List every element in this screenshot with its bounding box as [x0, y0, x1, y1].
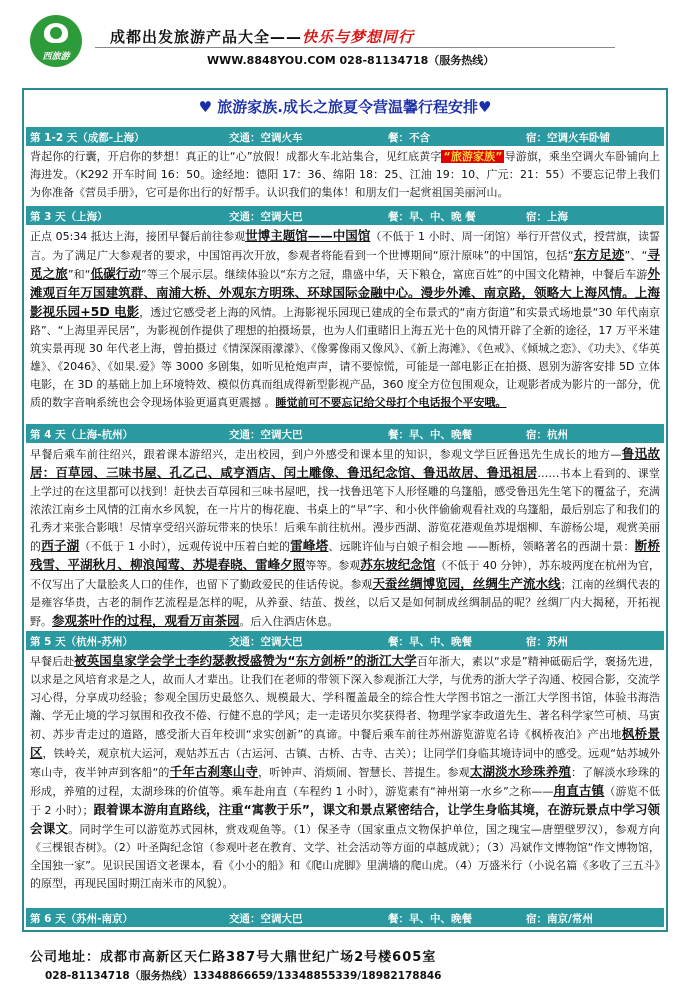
attraction-name: 世博主题馆——中国馆: [245, 228, 371, 243]
day-label: 第 4 天（上海-杭州）: [30, 429, 133, 441]
stay-label: 宿：苏州: [526, 636, 568, 648]
attraction-name: 东方足迹: [573, 247, 625, 262]
day-4-description: [30, 445, 660, 631]
day-1-description: [30, 148, 660, 202]
day-label: 第 1-2 天（成都-上海）: [30, 132, 145, 144]
day-label: 第 5 天（杭州-苏州）: [30, 636, 133, 648]
day-header-1: [26, 127, 664, 146]
company-address: 公司地址：成都市高新区天仁路387号大鼎世纪广场2号楼605室: [30, 950, 437, 965]
text-segment: （不低于 1 小时），远观传说中压着白蛇的: [79, 540, 291, 553]
meals-label: 餐：早、中、晚餐: [388, 429, 472, 441]
text-segment: ，透过它感受老上海的风情。上海影视乐园现已建成的全布景式的“南方街道”和实景式场地景“30 年代南京路”、“上海里弄民居”，为影视创作提供了理想的拍摄场景，也为人们重睹旧上海五光十色的风情开辟了全新的途径，17 万平米建筑实景再现 30 年代老上海，曾拍摄过《情深深雨濛濛》、《像雾像雨又像风》、《新上海滩》、《色戒》、《倾城之恋》、《功夫》、《华英雄》、《2046》、《如果.爱》等 3000 多剧集，如听见枪炮声声，请不要惊慌，可能是一部电影正在拍摄、恩别为游客安排 5D 立体电影，在 3D 的基础上加上环境特效、模似仿真而组成得新型影视产品，360 度全方位包围观众，让观影者成为影片的一部分，优质的数字音响系统也会令现场体验更逼真更震撼 。: [30, 306, 660, 409]
text-segment: ……书本上看到的、课堂上学过的在这里都可以找到！赶快去百草园和三味书屋吧，找一找鲁迅笔下人形怪雕的乌篷船，感受鲁迅先生笔下的覆盆子，充满浓浓江南乡土风情的江南水乡风貌，在一片片的梅花鹿、书桌上的“早”字、和小伙伴偷偷观看社戏的乌篷船，最后别忘了和我们的孔秀才来张合影哦！尽情享受绍兴游玩带来的快乐！后乘车前往杭州。漫步西湖、游览花港观鱼苏堤烟柳、车游杨公堤，观赏美丽的: [30, 467, 660, 553]
attraction-name: 被英国皇家学会学士李约瑟教授盛赞为“东方剑桥”的浙江大学: [74, 653, 417, 668]
day-header-6: [26, 908, 664, 927]
meals-label: 餐：早、中、晚餐: [388, 636, 472, 648]
text-segment: 早餐后乘车前往绍兴，跟着课本游绍兴，走出校园，到户外感受和课本里的知识，参观文学巨匠鲁迅先生成长的地方—: [30, 448, 622, 461]
transport-label: 交通：空调火车: [229, 132, 303, 144]
attraction-name: 断桥残雪、平湖秋月、柳浪闻莺、苏堤春晓、雷峰夕照: [30, 538, 660, 572]
company-logo: [30, 15, 82, 67]
attraction-name: 甪直古镇: [553, 783, 605, 798]
text-segment: ：了解淡水珍珠的形成，养殖的过程，太湖珍珠的价值等。乘车赴甪直（车程约 1 小时），游览素有“神州第一水乡”之称——: [30, 766, 660, 798]
attraction-name: 雷峰塔: [290, 538, 329, 553]
reminder-note: 睡觉前可不要忘记给父母打个电话报个平安哦。: [275, 396, 507, 409]
text-segment: （游览不低于 2 小时）；: [30, 785, 660, 817]
day-header-3: [26, 206, 664, 225]
stay-label: 宿：杭州: [526, 429, 568, 441]
meals-label: 餐：早、中、晚 餐: [388, 211, 476, 223]
transport-label: 交通：空调大巴: [229, 913, 303, 925]
heart-icon: ♥: [198, 98, 213, 116]
attraction-name: 寻觅之旅: [30, 247, 660, 281]
day-3-description: [30, 227, 660, 412]
text-segment: ”和“: [67, 268, 91, 281]
header-title: [110, 26, 414, 47]
text-segment: （不低于 1 小时、周一闭馆）举行开营仪式，授营旗，读誓言。为了满足广大参观者的要求，中国馆再次开放，参观者将能看到一个世博期间“原汁原味”的中国馆，包括“: [30, 230, 660, 262]
day-header-4: [26, 424, 664, 443]
text-segment: 。后入住酒店休息。: [239, 615, 339, 628]
attraction-name: 西子湖: [41, 538, 80, 553]
day-header-5: [26, 631, 664, 650]
meals-label: 餐：不含: [388, 132, 430, 144]
header-title-text: 成都出发旅游产品大全——: [110, 28, 303, 46]
header-contact: WWW.8848YOU.COM 028-81134718（服务热线）: [207, 54, 495, 67]
page-header: [0, 0, 700, 82]
transport-label: 交通：空调大巴: [229, 636, 303, 648]
day-5-description: [30, 652, 660, 893]
logo-text: 西旅游: [42, 52, 70, 62]
attraction-name: 外滩观百年万国建筑群、南浦大桥、外观东方明珠、环球国际金融中心。漫步外滩、南京路，领略大上海风情。上海影视乐园+5D 电影: [30, 266, 660, 319]
transport-label: 交通：空调大巴: [229, 429, 303, 441]
main-title: [22, 96, 668, 117]
contact-phones: 028-81134718（服务热线）13348866659/13348855339/18982178846: [45, 970, 442, 982]
text-segment: 正点 05:34 抵达上海，接团早餐后前往参观: [30, 230, 246, 243]
main-title-text: 旅游家族.成长之旅夏令营温馨行程安排: [217, 98, 478, 116]
leaf-dot-icon: [50, 27, 62, 39]
transport-label: 交通：空调大巴: [229, 211, 303, 223]
text-segment: ；江南的丝绸代表的是雍容华贵，古老的制作艺流程是怎样的呢，从养蚕、结茧、拨丝，以后又是如何制成丝绸制品的呢？丝绸厂内大揭秘，开拓视野。: [30, 578, 661, 628]
meals-label: 餐：早、中、晚餐: [388, 913, 472, 925]
attraction-name: 鲁迅故居：百草园、三味书屋、孔乙己、咸亨酒店、闰土雕像、鲁迅纪念馆、鲁迅故居、鲁迅祖居: [30, 446, 660, 480]
heart-icon: ♥: [477, 98, 492, 116]
stay-label: 宿：空调火车卧铺: [526, 132, 610, 144]
text-segment: ”、“: [624, 249, 648, 262]
text-segment: 。同时学生可以游览苏式园林，赏戏观鱼等。（1）保圣寺（国家重点文物保护单位，国之瑰宝—唐塑壁罗汉），参观方向《三棵银杏树》。（2）叶圣陶纪念馆（参观叶老在教育、文学、社会活动等方面的卓越成就）；（3）冯斌作文博物馆“作文博物馆，全国独一家”。见识民国语文老课本，看《小小的船》和《爬山虎脚》里满墙的爬山虎。（4）万盛米行（小说名篇《多收了三五斗》的原型，再现民国时期江南米市的风貌）。: [30, 823, 660, 890]
day-label: 第 3 天（上海）: [30, 211, 108, 223]
text-segment: 早餐后赴: [30, 655, 75, 668]
attraction-name: 苏东坡纪念馆: [360, 557, 436, 572]
day-label: 第 6 天（苏州-南京）: [30, 913, 133, 925]
attraction-name: 参观茶叶作的过程，观看万亩茶园: [52, 613, 240, 628]
text-segment: 导游旗，乘坐空调火车卧铺向上海进发。（K292 开车时间 16：50。途经地：德阳 17：36、绵阳 18：25、江油 19：10、广元：21：55）不要忘记带上我们为你准备《营员手册》，它可是你出行的好帮手。认识我们的集体！和朋友们一起赏祖国美丽河山。: [30, 150, 660, 199]
attraction-name: 太湖淡水珍珠养殖: [469, 764, 571, 779]
study-route-note: 跟着课本游甪直路线，注重“寓教于乐”，课文和景点紧密结合，让学生身临其境，在游玩景点中学习领会课文: [30, 802, 660, 836]
text-segment: 等等。参观: [305, 559, 361, 572]
text-segment: ，听钟声、消烦闹、智慧长、菩提生。参观: [258, 766, 470, 779]
text-segment: ，铁岭关，观京杭大运河，观姑苏五古（古运河、古镇、古桥、古寺、古关）；让同学们身临其境诗词中的感受。远观“姑苏城外寒山寺，夜半钟声到客船“的: [30, 747, 660, 779]
stay-label: 宿：南京/常州: [526, 913, 593, 925]
text-segment: 、远眺许仙与白娘子相会地 ——断桥，领略著名的西湖十景：: [328, 540, 635, 553]
header-divider: [95, 47, 615, 48]
text-segment: 百年浙大，素以“求是”精神砥砺后学，褒扬先进，以求是之风培育求是之人，故而人才辈出。让我们在老师的带领下深入参观浙江大学，与优秀的浙大学子沟通、校园合影，交流学习心得，分享成功经验；参观全国历史最悠久、规模最大、学科覆盖最全的综合性大学图书馆之一浙江大学图书馆，体验书海浩瀚、学无止境的学习氛围和孜孜不倦、行健不息的学风；走一走诺贝尔奖获得者、物理学家李政道先生、著名科学家竺可桢、马寅初、苏步青走过的道路，感受浙大百年校训“求实创新”的真谛。中餐后乘车前往苏州游览游览名诗《枫桥夜泊》产出地: [30, 655, 661, 741]
text-segment: （不低于 40 分钟），苏东坡两度在杭州为官，不仅写出了大量脍炙人口的佳作，也留下了勤政爱民的佳话传说。参观: [30, 559, 660, 591]
header-slogan: 快乐与梦想同行: [302, 28, 415, 46]
attraction-name: 天蚕丝绸博览园，丝绸生产流水线: [372, 576, 561, 591]
text-segment: 背起你的行囊，开启你的梦想！真正的让“心”放假！成都火车北站集合，见红底黄字: [30, 150, 442, 163]
tour-flag-highlight: “旅游家族”: [443, 150, 503, 163]
text-segment: ”等三个展示层。继续体验以“东方之冠，鼎盛中华，天下粮仓，富庶百姓”的中国文化精神，中餐后车游: [141, 268, 648, 281]
attraction-name: 千年古刹寒山寺: [169, 764, 259, 779]
attraction-name: 枫桥景区: [30, 726, 660, 760]
stay-label: 宿：上海: [526, 211, 568, 223]
attraction-name: 低碳行动: [90, 266, 142, 281]
